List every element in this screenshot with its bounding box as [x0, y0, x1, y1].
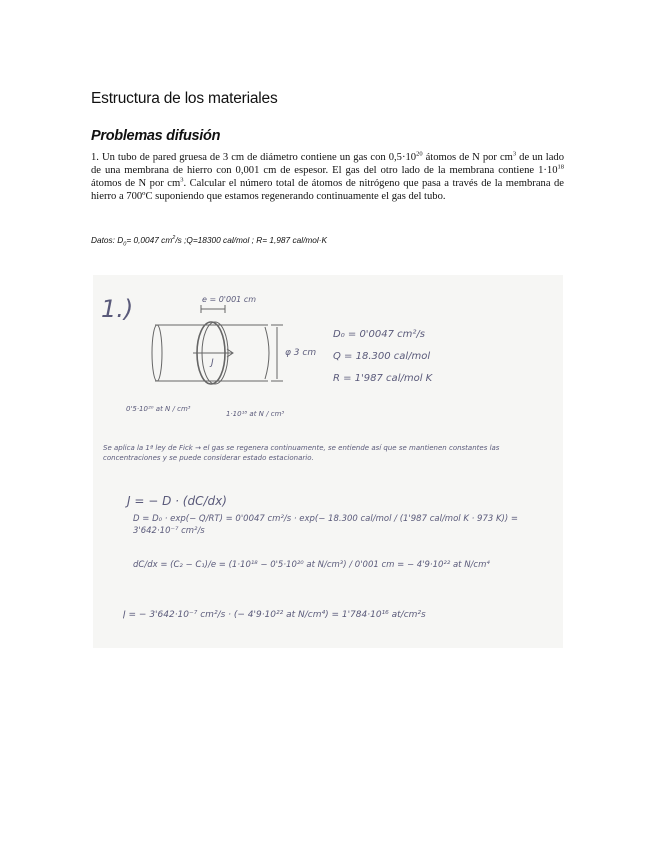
thickness-label: e = 0'001 cm	[202, 295, 257, 304]
problem-statement: 1. Un tubo de pared gruesa de 3 cm de diámetro contiene un gas con $0,5\cdot 10^{20}$ átomos de N por $cm^3$ de un lado de una membrana de hierro con 0,001 cm de espesor. El gas del otro lado de la membrana contiene $1\cdot 10^{18}$ átomos de N por $cm^3$. Calcular el número total de átomos de nitrógeno que pasa a través de la membrana de hierro a 700ºC suponiendo que estamos regenerando continuamente el gas del tubo.	[91, 150, 564, 202]
diameter-label: φ 3 cm	[285, 348, 317, 358]
problem-number: 1.)	[101, 295, 134, 323]
r-value: R = 1'987 cal/mol K	[333, 373, 433, 384]
handwritten-solution-scan	[93, 275, 563, 648]
d0-value: D₀ = 0'0047 cm²/s	[333, 329, 426, 340]
given-data: Datos: $D_0= 0,0047$ $cm^2/s$ ;Q=18300 cal/mol ; R= 1,987 cal/mol·K	[91, 235, 328, 248]
fick-law-note: Se aplica la 1ª ley de Fick → el gas se regenera continuamente, se entiende así que se mantienen constantes las concentraciones y se puede considerar estado estacionario.	[103, 444, 500, 462]
q-value: Q = 18.300 cal/mol	[333, 351, 431, 362]
c1-label: 0'5·10²⁰ at N / cm³	[126, 405, 191, 413]
c2-label: 1·10¹⁸ at N / cm³	[226, 410, 285, 418]
page-title: Estructura de los materiales	[91, 90, 278, 107]
gradient-equation: dC/dx = (C₂ − C₁)/e = (1·10¹⁸ − 0'5·10²⁰ at N/cm³) / 0'001 cm = − 4'9·10²² at N/cm⁴	[133, 560, 490, 570]
diffusivity-equation: D = D₀ · exp(− Q/RT) = 0'0047 cm²/s · exp(− 18.300 cal/mol / (1'987 cal/mol K · 973 K)) = 3'642·10⁻⁷ cm²/s	[133, 514, 518, 536]
flux-label: J	[211, 358, 214, 368]
fick-equation: J = − D · (dC/dx)	[127, 494, 227, 508]
flux-result-equation: J = − 3'642·10⁻⁷ cm²/s · (− 4'9·10²² at N/cm⁴) = 1'784·10¹⁶ at/cm²s	[123, 610, 426, 620]
section-subtitle: Problemas difusión	[91, 128, 221, 144]
